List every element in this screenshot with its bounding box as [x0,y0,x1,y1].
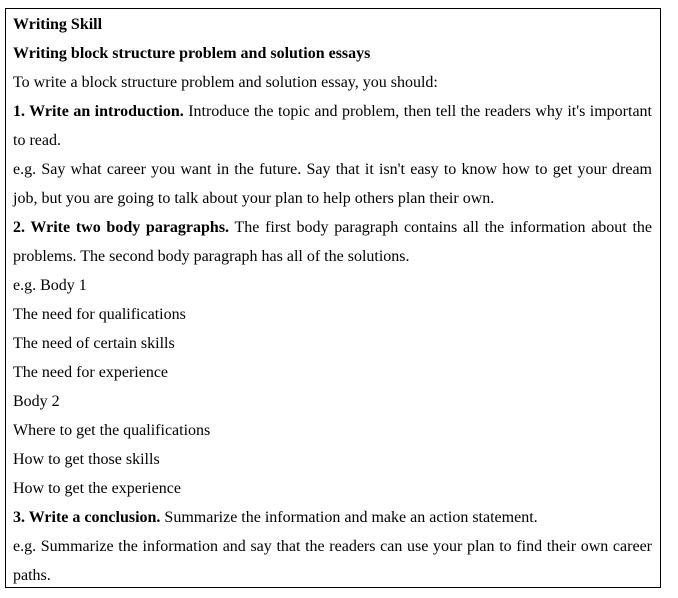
step-1-example: e.g. Say what career you want in the future. Say that it isn't easy to know how to get your dream job, but you are going to talk about your plan to help others plan their own. [13,161,652,207]
step-1-text: Introduce the topic and problem, then tell the readers why it's important to read. [13,103,652,149]
list-item: How to get the experience [13,480,181,497]
step-1 [13,97,652,155]
subheading: Writing block structure problem and solution essays [13,45,371,62]
list-item: The need for qualifications [13,306,186,323]
step-3-label: 3. Write a conclusion. [13,509,161,526]
step-2-label: 2. Write two body paragraphs. [13,219,230,236]
step-3 [13,503,652,532]
step-3-text: Summarize the information and make an action statement. [160,509,538,526]
step-2 [13,213,652,271]
list-item: Where to get the qualifications [13,422,211,439]
heading: Writing Skill [13,16,103,33]
list-item: How to get those skills [13,451,160,468]
step-1-label: 1. Write an introduction. [13,103,184,120]
list-item: Body 2 [13,393,60,410]
step-2-text: The first body paragraph contains all the information about the problems. The second body paragraph has all of the solutions. [13,219,653,265]
writing-skill-box [5,8,661,588]
list-item: e.g. Body 1 [13,277,87,294]
intro-text: To write a block structure problem and solution essay, you should: [13,74,438,91]
step-3-example: e.g. Summarize the information and say that the readers can use your plan to find their own career paths. [13,538,652,584]
list-item: The need of certain skills [13,335,175,352]
list-item: The need for experience [13,364,169,381]
